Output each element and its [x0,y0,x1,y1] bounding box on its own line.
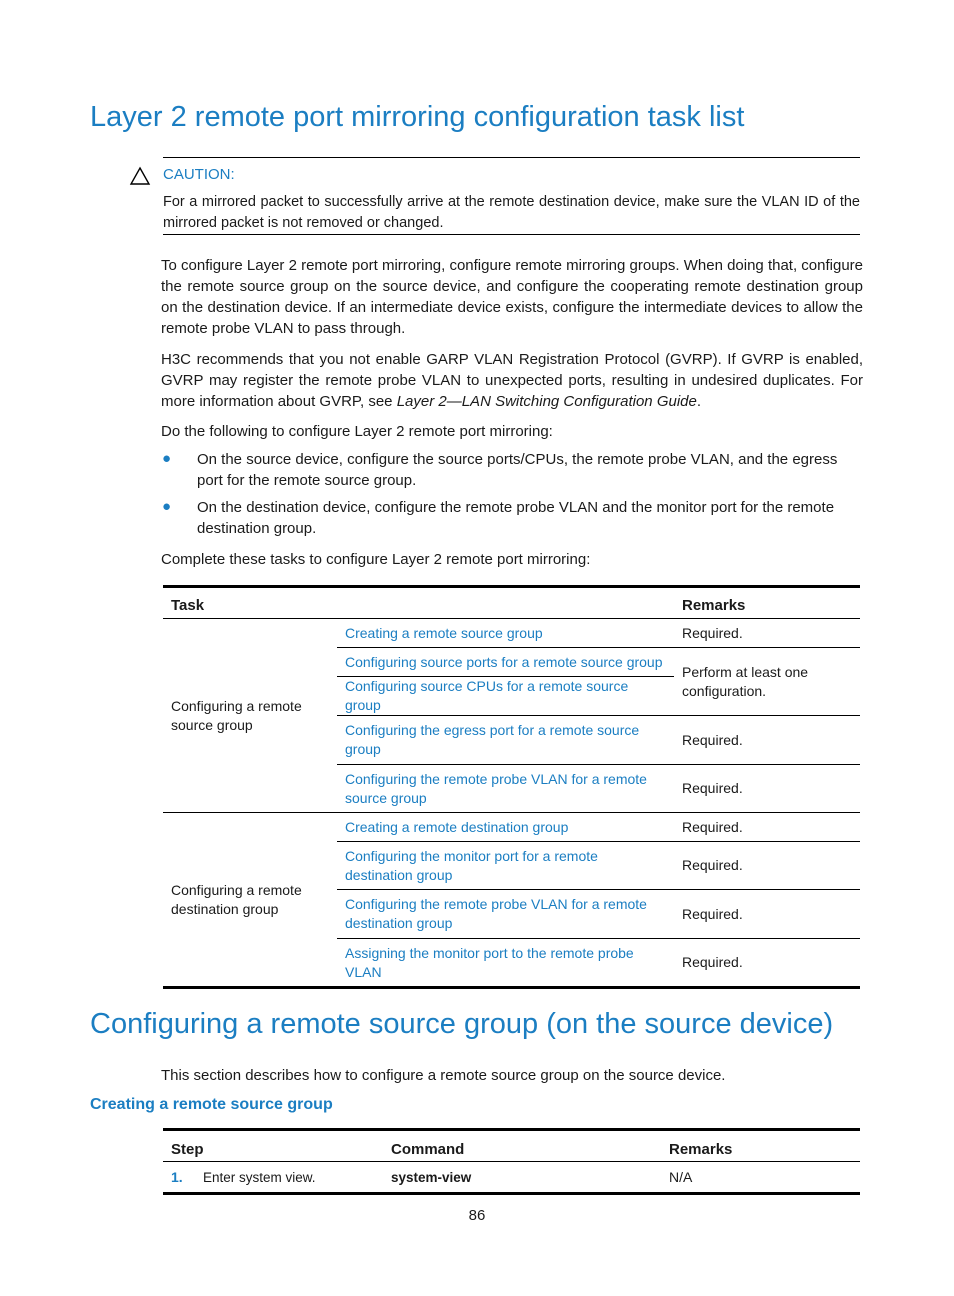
remarks-cell: Required. [674,716,860,765]
caution-label: CAUTION: [163,166,235,183]
remarks-cell: Required. [674,813,860,842]
bullet-dot-icon: ● [162,450,172,467]
caution-bottom-rule [163,234,860,235]
gvrp-paragraph [161,349,863,412]
remarks-header: Remarks [661,1130,860,1162]
table-row [163,1162,860,1194]
step-text: Enter system view. [203,1170,316,1185]
bullet-dot-icon: ● [162,498,172,515]
task-table [163,585,860,989]
task-link[interactable]: Configuring source CPUs for a remote source group [337,677,674,716]
remarks-cell: Required. [674,765,860,813]
guide-reference: Layer 2—LAN Switching Configuration Guide [396,393,697,410]
task-link[interactable]: Creating a remote source group [337,619,674,648]
step-cell [163,1162,383,1194]
remarks-cell: Perform at least one configuration. [674,648,860,716]
gvrp-text-end: . [696,393,702,410]
section-intro: This section describes how to configure a remote source group on the source device. [161,1067,726,1084]
bullet-item: On the destination device, configure the remote probe VLAN and the monitor port for the remote destination group. [197,499,835,537]
remarks-cell: Required. [674,890,860,939]
command-header: Command [383,1130,661,1162]
caution-text: For a mirrored packet to successfully arrive at the remote destination device, make sure the VLAN ID of the mirrored packet is not removed or changed. [163,194,860,231]
task-link[interactable]: Configuring the remote probe VLAN for a remote source group [337,765,674,813]
task-link[interactable]: Assigning the monitor port to the remote probe VLAN [337,939,674,988]
remarks-cell: Required. [674,842,860,890]
intro-paragraph: To configure Layer 2 remote port mirroring, configure remote mirroring groups. When doing that, configure the remote source group on the source device, and configure the cooperating remote destination group on the destination device. If an intermediate device exists, configure the intermediate devices to allow the remote probe VLAN to pass through. [161,257,864,337]
group-label: Configuring a remote source group [163,619,337,813]
section-title-task-list: Layer 2 remote port mirroring configuration task list [90,101,745,133]
bullet-item: On the source device, configure the source ports/CPUs, the remote probe VLAN, and the egress port for the remote source group. [197,451,838,489]
task-link[interactable]: Configuring the remote probe VLAN for a remote destination group [337,890,674,939]
task-link[interactable]: Configuring the monitor port for a remote destination group [337,842,674,890]
step-number: 1. [171,1169,183,1185]
task-link[interactable]: Configuring the egress port for a remote source group [337,716,674,765]
tasks-lead-paragraph: Complete these tasks to configure Layer 2 remote port mirroring: [161,551,591,568]
group-label: Configuring a remote destination group [163,813,337,988]
steps-lead-paragraph: Do the following to configure Layer 2 remote port mirroring: [161,423,553,440]
caution-top-rule [163,157,860,158]
subsection-heading: Creating a remote source group [90,1096,333,1113]
remarks-header: Remarks [674,587,860,619]
command-cell: system-view [383,1162,661,1194]
remarks-cell: N/A [661,1162,860,1194]
step-header: Step [163,1130,383,1162]
task-link[interactable]: Configuring source ports for a remote source group [337,648,674,677]
steps-table [163,1128,860,1195]
gvrp-text: H3C recommends that you not enable GARP VLAN Registration Protocol (GVRP). If GVRP is enabled, GVRP may register the remote probe VLAN to unexpected ports, resulting in undesired duplicates. For more information about GVRP, see [161,351,863,410]
remarks-cell: Required. [674,619,860,648]
remarks-cell: Required. [674,939,860,988]
table-row [163,813,860,842]
page-number: 86 [468,1207,486,1224]
warning-triangle-icon [129,166,151,191]
task-header: Task [163,587,674,619]
section-title-remote-source-group: Configuring a remote source group (on the source device) [90,1008,834,1040]
task-link[interactable]: Creating a remote destination group [337,813,674,842]
table-row [163,619,860,648]
